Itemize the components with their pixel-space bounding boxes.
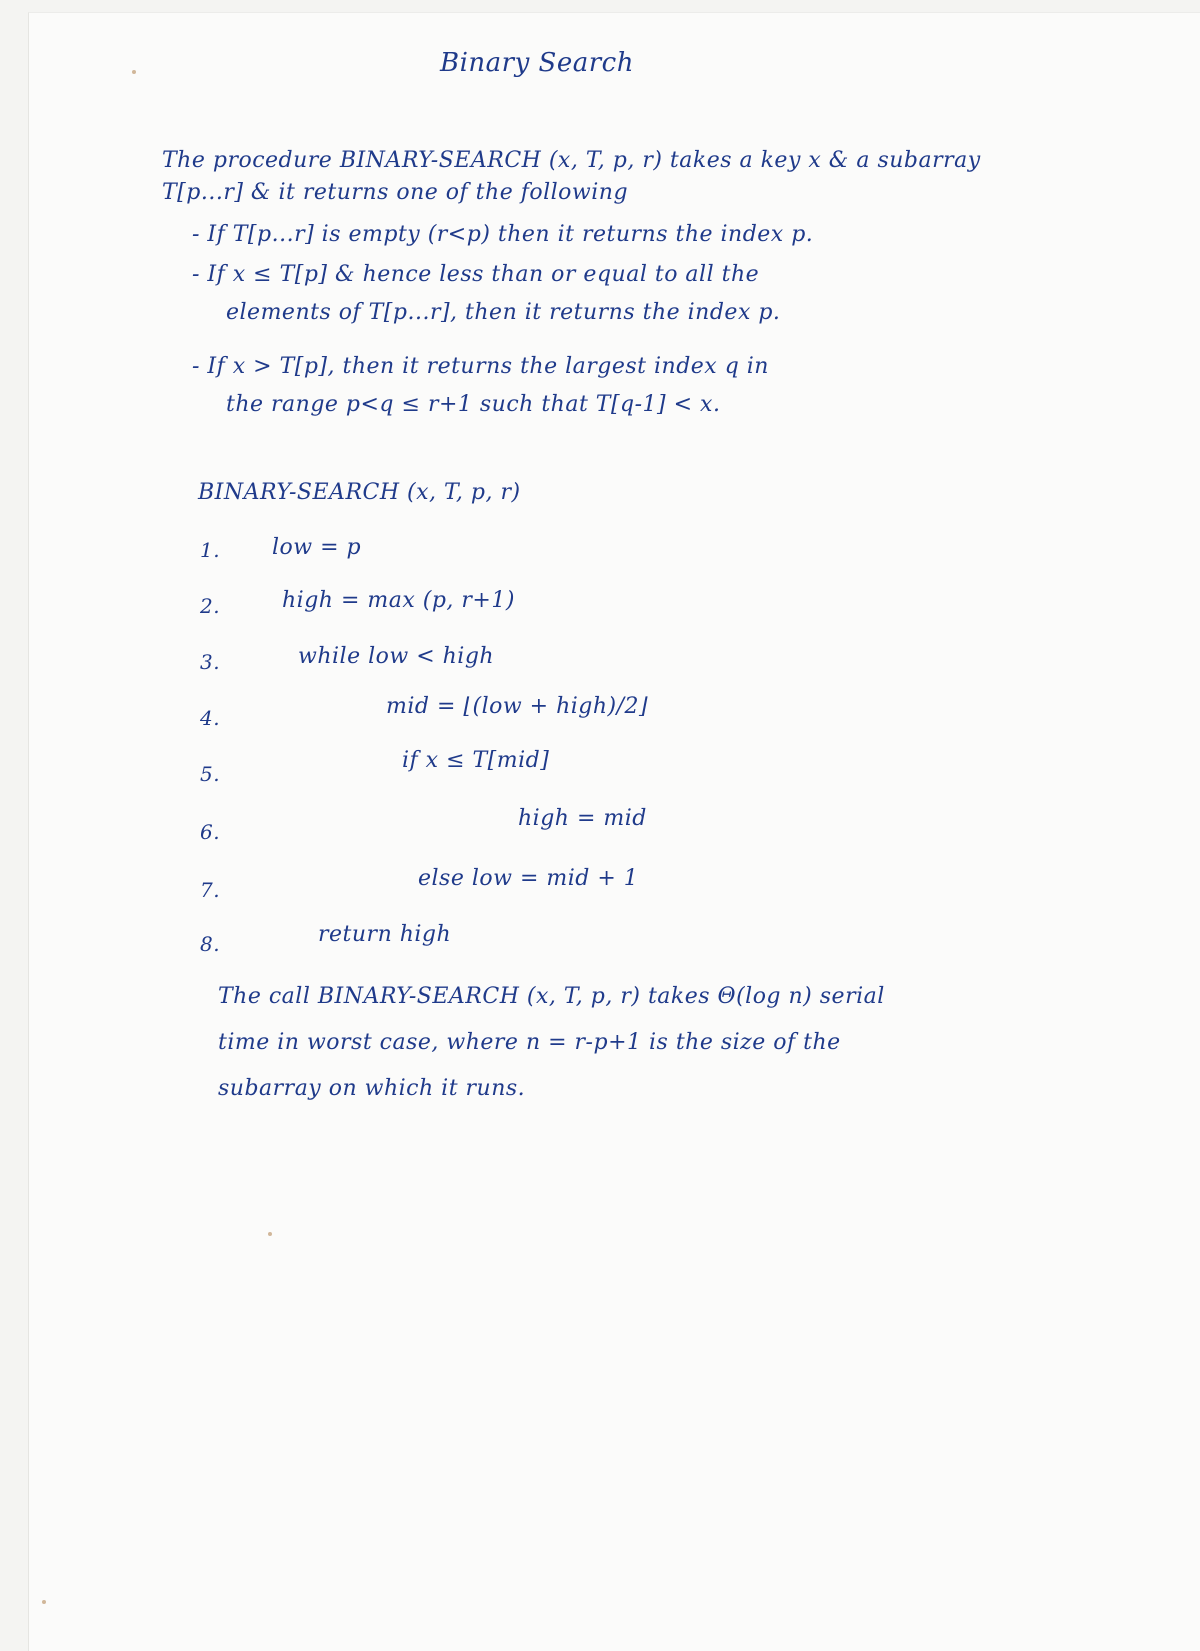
bullet-greater-case-cont: the range p<q ≤ r+1 such that T[q-1] < x.	[226, 392, 721, 417]
page-title: Binary Search	[440, 48, 634, 78]
step-number: 7.	[200, 878, 221, 902]
complexity-note-line-1: The call BINARY-SEARCH (x, T, p, r) takes Θ(log n) serial	[218, 984, 885, 1009]
step-number: 2.	[200, 594, 221, 618]
step-code: high = mid	[518, 806, 647, 831]
step-number: 5.	[200, 762, 221, 786]
paper-speck	[132, 70, 136, 74]
bullet-empty-case: - If T[p...r] is empty (r<p) then it returns the index p.	[192, 222, 814, 247]
step-code: mid = ⌊(low + high)/2⌋	[386, 694, 649, 719]
step-code: high = max (p, r+1)	[282, 588, 515, 613]
step-code: low = p	[272, 535, 362, 560]
step-code: return high	[318, 922, 452, 947]
bullet-less-equal-case: - If x ≤ T[p] & hence less than or equal to all the	[192, 262, 760, 287]
step-number: 4.	[200, 706, 221, 730]
step-code: if x ≤ T[mid]	[402, 748, 550, 773]
complexity-note-line-3: subarray on which it runs.	[218, 1076, 526, 1101]
intro-line-1: The procedure BINARY-SEARCH (x, T, p, r) takes a key x & a subarray	[162, 148, 981, 173]
complexity-note-line-2: time in worst case, where n = r-p+1 is the size of the	[218, 1030, 841, 1055]
step-number: 3.	[200, 650, 221, 674]
step-code: else low = mid + 1	[418, 866, 639, 891]
paper-speck	[42, 1600, 46, 1604]
step-number: 6.	[200, 820, 221, 844]
step-number: 8.	[200, 932, 221, 956]
bullet-less-equal-case-cont: elements of T[p...r], then it returns the index p.	[226, 300, 781, 325]
bullet-greater-case: - If x > T[p], then it returns the largest index q in	[192, 354, 769, 379]
intro-line-2: T[p...r] & it returns one of the following	[162, 180, 629, 205]
paper-speck	[268, 1232, 272, 1236]
step-number: 1.	[200, 538, 221, 562]
algorithm-header: BINARY-SEARCH (x, T, p, r)	[198, 480, 521, 505]
step-code: while low < high	[298, 644, 495, 669]
